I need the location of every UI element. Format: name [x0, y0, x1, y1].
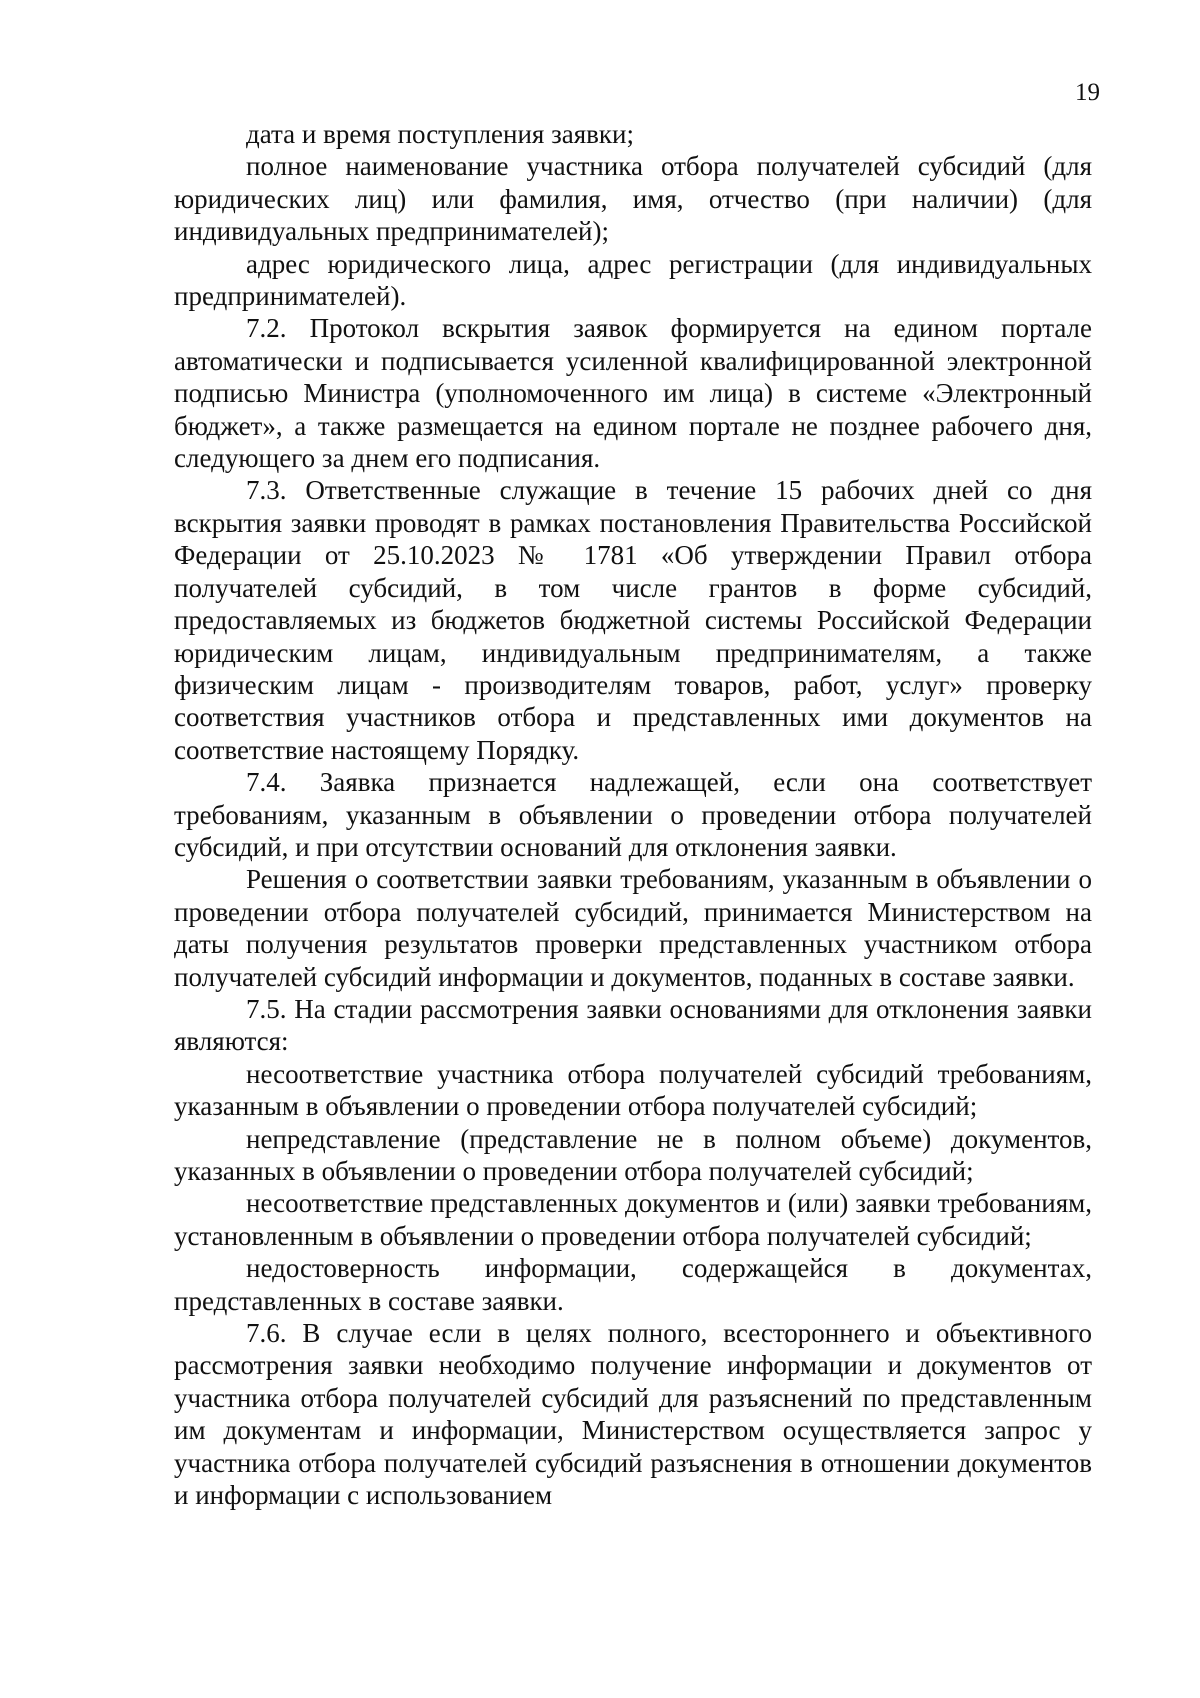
page-number: 19 — [1075, 79, 1100, 106]
paragraph-legal-address: адрес юридического лица, адрес регистрации (для индивидуальных предпринимателей). — [174, 248, 1092, 312]
paragraph-compliance-decision: Решения о соответствии заявки требованиям, указанным в объявлении о проведении отбора получателей субсидий, принимается Министерством на даты получения результатов проверки представленных участником отбора получателей субсидий информации и документов, поданных в составе заявки. — [174, 864, 1092, 992]
paragraph-submission-datetime: дата и время поступления заявки; — [246, 119, 634, 149]
document-body — [174, 118, 1092, 1511]
paragraph-7-4-proper-application: 7.4. Заявка признается надлежащей, если она соответствует требованиям, указанным в объявлении о проведении отбора получателей субсидий, и при отсутствии оснований для отклонения заявки. — [174, 767, 1092, 862]
paragraph-7-6-clarification-request: 7.6. В случае если в целях полного, всестороннего и объективного рассмотрения заявки необходимо получение информации и документов от участника отбора получателей субсидий для разъяснений по представленным им документам и информации, Министерством осуществляется запрос у участника отбора получателей субсидий разъяснения в отношении документов и информации с использованием — [174, 1318, 1092, 1511]
paragraph-participant-name: полное наименование участника отбора получателей субсидий (для юридических лиц) или фамилия, имя, отчество (при наличии) (для индивидуальных предпринимателей); — [174, 151, 1092, 247]
paragraph-ground-false-information: недостоверность информации, содержащейся в документах, представленных в составе заявки. — [174, 1253, 1092, 1316]
paragraph-ground-missing-documents: непредставление (представление не в полном объеме) документов, указанных в объявлении о проведении отбора получателей субсидий; — [174, 1123, 1092, 1186]
paragraph-ground-documents-noncompliance: несоответствие представленных документов и (или) заявки требованиям, установленным в объявлении о проведении отбора получателей субсидий; — [174, 1188, 1092, 1251]
paragraph-7-5-rejection-grounds: 7.5. На стадии рассмотрения заявки основаниями для отклонения заявки являются: — [174, 993, 1092, 1057]
paragraph-7-2-protocol: 7.2. Протокол вскрытия заявок формируется на едином портале автоматически и подписывается усиленной квалифицированной электронной подписью Министра (уполномоченного им лица) в системе «Электронный бюджет», а также размещается на едином портале не позднее рабочего дня, следующего за днем его подписания. — [174, 313, 1092, 474]
paragraph-7-3-verification: 7.3. Ответственные служащие в течение 15 рабочих дней со дня вскрытия заявки проводят в рамках постановления Правительства Российской Федерации от 25.10.2023 № 1781 «Об утверждении Правил отбора получателей субсидий, в том числе грантов в форме субсидий, предоставляемых из бюджетов бюджетной системы Российской Федерации юридическим лицам, индивидуальным предпринимателям, а также физическим лицам - производителям товаров, работ, услуг» проверку соответствия участников отбора и представленных ими документов на соответствие настоящему Порядку. — [174, 475, 1092, 765]
paragraph-ground-participant-noncompliance: несоответствие участника отбора получателей субсидий требованиям, указанным в объявлении о проведении отбора получателей субсидий; — [174, 1058, 1092, 1122]
